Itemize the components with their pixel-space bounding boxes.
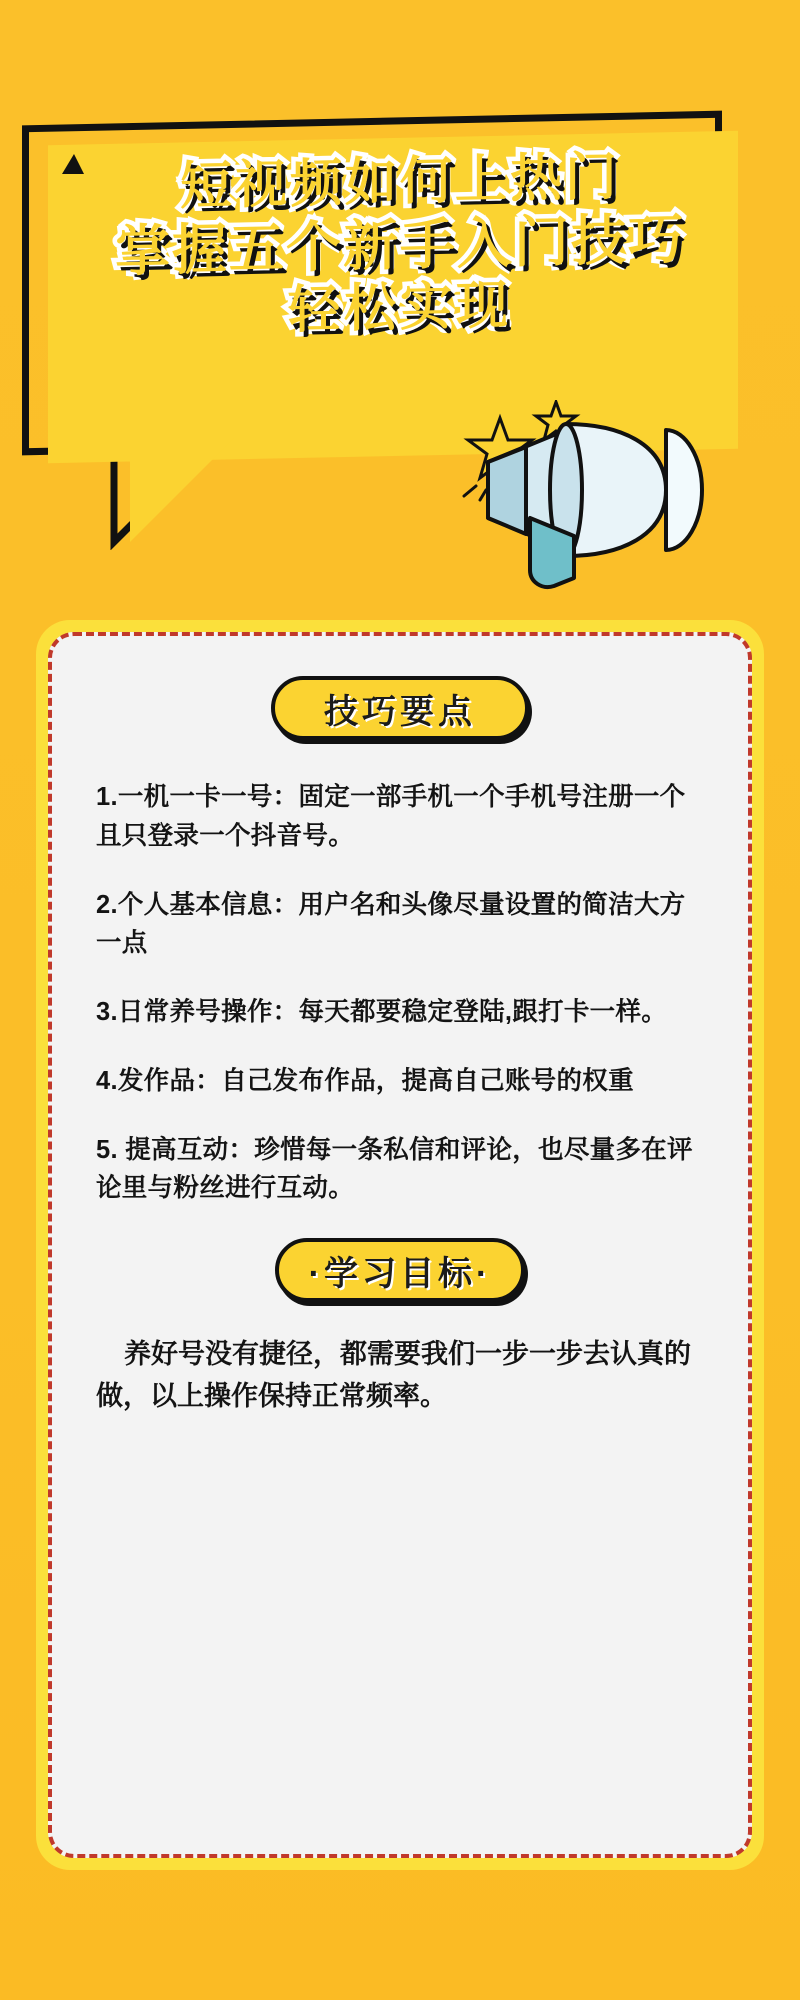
- goal-badge: [275, 1238, 525, 1302]
- title-line-2: 掌握五个新手入门技巧: [114, 207, 685, 283]
- bubble-tail-fill: [130, 438, 250, 548]
- tips-list: [96, 778, 704, 1208]
- content-card: [36, 620, 764, 1870]
- list-item: 3.日常养号操作：每天都要稳定登陆,跟打卡一样。: [96, 998, 668, 1026]
- goal-badge-wrap: [96, 1238, 704, 1302]
- tips-badge: [271, 676, 529, 740]
- list-item: 1.一机一卡一号：固定一部手机一个手机号注册一个且只登录一个抖音号。: [96, 783, 686, 850]
- megaphone-icon: [470, 400, 790, 605]
- title-line-3: 轻松实现: [287, 276, 512, 340]
- list-item: 5. 提高互动：珍惜每一条私信和评论，也尽量多在评论里与粉丝进行互动。: [96, 1135, 693, 1203]
- poster-title: [0, 148, 800, 340]
- goal-text: 养好号没有捷径，都需要我们一步一步去认真的做，以上操作保持正常频率。: [96, 1339, 691, 1411]
- title-line-1: 短视频如何上热门: [179, 148, 620, 216]
- content-card-inner: [48, 632, 752, 1858]
- goal-badge-label: ·学习目标·: [308, 1254, 492, 1293]
- list-item: 2.个人基本信息：用户名和头像尽量设置的简洁大方一点: [96, 890, 686, 958]
- list-item: 4.发作品：自己发布作品，提高自己账号的权重: [96, 1066, 634, 1095]
- header-speech-bubble: [0, 100, 800, 570]
- corner-arrow-icon: [60, 152, 86, 183]
- tips-badge-label: 技巧要点: [324, 692, 476, 731]
